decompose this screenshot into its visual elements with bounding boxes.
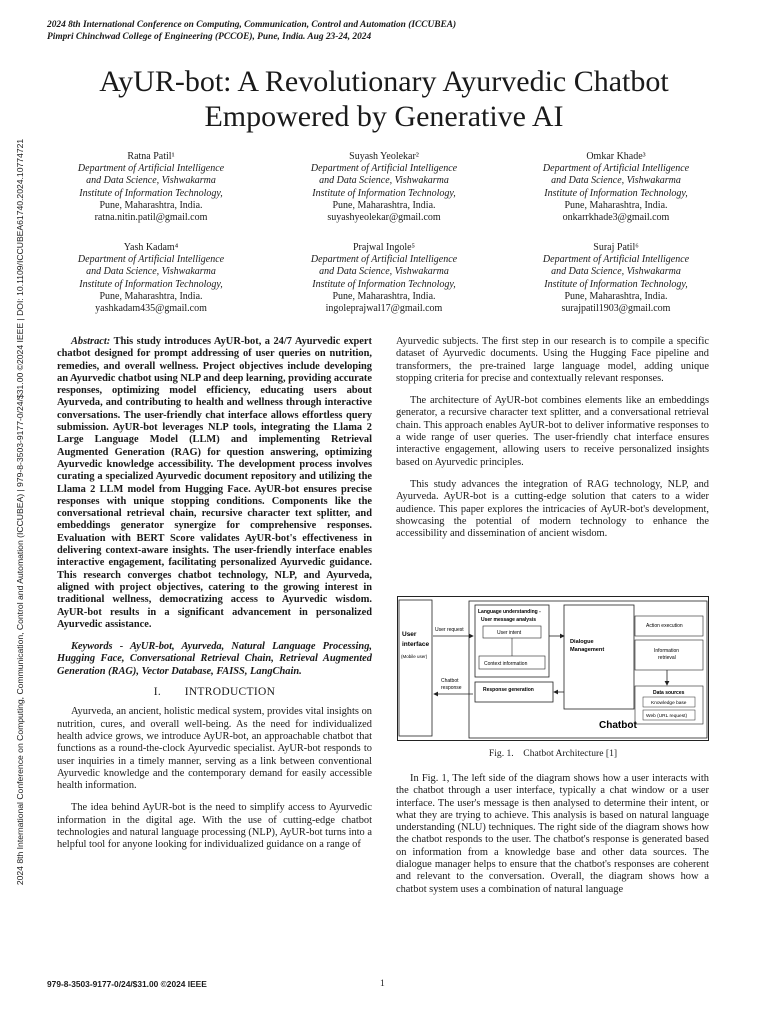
author-email[interactable]: yashkadam435@gmail.com (95, 303, 207, 315)
title-line-2: Empowered by Generative AI (204, 100, 564, 133)
author-block (269, 242, 499, 315)
author-city: Pune, Maharashtra, India. (564, 290, 668, 302)
context-info-label: Context information (484, 661, 528, 667)
author-name: Prajwal Ingole⁵ (352, 242, 416, 253)
author-email[interactable]: onkarrkhade3@gmail.com (562, 212, 670, 224)
author-dept: and Data Science, Vishwakarma (319, 175, 449, 187)
author-dept: Institute of Information Technology, (544, 278, 688, 290)
author-dept: Institute of Information Technology, (312, 187, 456, 199)
user-request-label: User request (435, 627, 464, 633)
action-execution-label: Action execution (646, 623, 683, 629)
knowledge-base-label: Knowledge base (651, 701, 687, 706)
author-block (269, 151, 499, 224)
author-name: Yash Kadam⁴ (123, 242, 179, 253)
chatbot-response-label: Chatbot (441, 678, 459, 684)
author-block (501, 151, 731, 224)
author-city: Pune, Maharashtra, India. (99, 199, 203, 211)
chatbot-response-label-2: response (441, 685, 462, 691)
author-dept: Department of Artificial Intelligence (77, 163, 225, 175)
footer-isbn: 979-8-3503-9177-0/24/$31.00 ©2024 IEEE (47, 979, 207, 989)
author-email[interactable]: ratna.nitin.patil@gmail.com (94, 212, 208, 224)
author-dept: Department of Artificial Intelligence (310, 254, 458, 266)
author-name: Suraj Patil⁶ (593, 242, 639, 253)
author-block (36, 151, 266, 224)
author-block (36, 242, 266, 315)
abstract-label: Abstract: (71, 336, 111, 347)
author-dept: Department of Artificial Intelligence (542, 254, 690, 266)
author-email[interactable]: suyashyeolekar@gmail.com (327, 212, 441, 224)
abstract-text: This study introduces AyUR-bot, a 24/7 Ayurvedic expert chatbot designed for prompt addressing of user queries on nutrition, remedies, and overall wellness. Project objectives include developing an Ayurvedic chatbot using NLP and deep learning, providing accurate responses, optimizing model efficiency, educating users about Ayurveda, and contributing to health and wellness through interactive conversations. The user-friendly chat interface allows effortless query submission. AyUR-bot leverages NLP tools, integrating the Llama 2 Large Language Model (LLM) and implementing Retrieval Augmented Generation (RAG) for question answering, optimizing Ayurvedic knowledge accessibility. The development process involves curating a specialized Ayurvedic document repository and utilizing the Llama 2 LLM model from Hugging Face. AyUR-bot ensures precise responses with unique stopping conditions. Components like the conversational retrieval chain, recursive character text splitter, and embeddings generator synergize for comprehensive responses. Evaluation with BERT Score validates AyUR-bot's effectiveness in delivering context-aware insights. The user-friendly interface enables interactive engagement, facilitating personalized Ayurvedic guidance. This research converges chatbot technology, NLP, and Ayurveda, aligned with project objectives, catering to the growing interest in traditional wellness, democratizing access to Ayurvedic wisdom. AyUR-bot results in a significant advancement in personalized Ayurvedic assistance. (57, 336, 372, 630)
info-retrieval-label-2: retrieval (658, 655, 676, 661)
paper-title (40, 64, 728, 134)
dialogue-management-box (564, 605, 634, 709)
conference-header (47, 19, 456, 43)
user-intent-label: User intent (497, 630, 522, 636)
info-retrieval-label: Information (654, 648, 680, 654)
author-dept: and Data Science, Vishwakarma (551, 266, 681, 278)
author-block (501, 242, 731, 315)
dialogue-label-2: Management (570, 647, 605, 653)
conference-line-1: 2024 8th International Conference on Computing, Communication, Control and Automation (ICCUBEA) (47, 20, 457, 30)
conference-line-2: Pimpri Chinchwad College of Engineering (PCCOE), Pune, India. Aug 23-24, 2024 (47, 32, 372, 42)
body-paragraph: The architecture of AyUR-bot combines elements like an embeddings generator, a recursive character text splitter, and a conversational retrieval chain. This approach enables AyUR-bot to deliver informative responses to a wide range of user queries. The user-friendly chat interface ensures interactive engagement, allowing users to receive personalized insights based on Ayurvedic principles. (396, 395, 709, 468)
architecture-diagram (397, 596, 709, 741)
body-paragraph: This study advances the integration of RAG technology, NLP, and Ayurveda. AyUR-bot is a cutting-edge solution that caters to a wider audience. This paper explores the intricacies of AyUR-bot's development, showcasing the potential of modern technology to enhance the accessibility and dissemination of ancient wisdom. (396, 478, 709, 540)
body-paragraph: Ayurvedic subjects. The first step in our research is to compile a specific dataset of Ayurvedic documents. Using the Hugging Face pipeline and transformers, the pre-trained large language model, adding unique stopping criteria for precise and contextually relevant responses. (396, 336, 709, 384)
author-email[interactable]: surajpatil1903@gmail.com (561, 303, 671, 315)
lang-understanding-label: Language understanding - (478, 609, 541, 615)
body-paragraph: In Fig. 1, The left side of the diagram shows how a user interacts with the chatbot through a user interface, typically a chat window or a user interface. The user's message is then analysed to determine their intent, or what they are trying to achieve. This analysis is based on natural language understanding (NLU) techniques. The right side of the diagram shows how the chatbot responds to the user. The chatbot's response is generated based on information from a knowledge base and other data sources. The dialogue manager helps to ensure that the chatbot's responses are coherent and relevant to the conversation. Overall, the diagram shows how a chatbot system uses a combination of natural language (396, 773, 709, 895)
author-email[interactable]: ingoleprajwal17@gmail.com (325, 303, 443, 315)
figure-caption: Fig. 1. Chatbot Architecture [1] (488, 748, 618, 759)
user-interface-label: User (402, 631, 417, 638)
side-doi-text: 2024 8th International Conference on Computing, Communication, Control and Automation (ICCUBEA) | 979-8-3503-9177-0/24/$31.00 ©2024 IEEE | DOI: 10.1109/ICCUBEA61740.2024.10774721 (15, 138, 25, 886)
title-line-1: AyUR-bot: A Revolutionary Ayurvedic Chatbot (99, 65, 669, 98)
mobile-user-label: (Mobile user) (401, 654, 428, 659)
author-name: Omkar Khade³ (586, 151, 646, 162)
keywords-paragraph: Keywords - AyUR-bot, Ayurveda, Natural Language Processing, Hugging Face, Conversational Retrieval Chain, Retrieval Augmented Generation (RAG), Vector Database, FAISS, LangChain. (57, 641, 372, 677)
chatbot-label: Chatbot (599, 720, 637, 731)
author-city: Pune, Maharashtra, India. (332, 199, 436, 211)
chatbot-architecture-figure (397, 596, 709, 741)
side-doi-strip (13, 124, 27, 900)
right-column (396, 336, 709, 540)
author-dept: Department of Artificial Intelligence (542, 163, 690, 175)
user-interface-label-2: interface (402, 641, 430, 648)
author-dept: Institute of Information Technology, (544, 187, 688, 199)
author-dept: Department of Artificial Intelligence (310, 163, 458, 175)
author-dept: and Data Science, Vishwakarma (86, 175, 216, 187)
right-column-lower (396, 773, 709, 896)
data-sources-label: Data sources (653, 690, 685, 696)
abstract-paragraph (57, 336, 372, 631)
author-dept: Institute of Information Technology, (79, 278, 223, 290)
author-city: Pune, Maharashtra, India. (332, 290, 436, 302)
lang-understanding-label-2: User message analysis (481, 617, 537, 623)
author-city: Pune, Maharashtra, India. (564, 199, 668, 211)
author-dept: and Data Science, Vishwakarma (551, 175, 681, 187)
author-city: Pune, Maharashtra, India. (99, 290, 203, 302)
author-name: Ratna Patil¹ (127, 151, 175, 162)
web-url-label: Web (URL request) (646, 714, 688, 719)
body-paragraph: The idea behind AyUR-bot is the need to simplify access to Ayurvedic information in the digital age. With the use of cutting-edge chatbot technologies and natural language processing (NLP), AyUR-bot turns into a helpful tool for anyone looking for individualized guidance on a range of (57, 802, 372, 851)
author-name: Suyash Yeolekar² (349, 151, 419, 162)
author-dept: Institute of Information Technology, (312, 278, 456, 290)
author-dept: Department of Artificial Intelligence (77, 254, 225, 266)
page-number: 1 (380, 979, 385, 989)
author-dept: Institute of Information Technology, (79, 187, 223, 199)
body-paragraph: Ayurveda, an ancient, holistic medical system, provides vital insights on nutrition, cures, and overall well-being. As the need for individualized health advice grows, we introduce AyUR-bot, an approachable chatbot that functions as a round-the-clock Ayurvedic specialist. AyUR-bot responds to user inquiries in a timely manner, serving as a link between conventional Ayurvedic knowledge and the contemporary demand for easily accessible health information. (57, 706, 372, 792)
section-heading-introduction: I. INTRODUCTION (153, 686, 276, 699)
left-column (57, 336, 372, 852)
dialogue-label: Dialogue (570, 639, 594, 645)
author-dept: and Data Science, Vishwakarma (319, 266, 449, 278)
author-dept: and Data Science, Vishwakarma (86, 266, 216, 278)
user-interface-box (399, 600, 432, 736)
response-generation-label: Response generation (483, 687, 534, 693)
